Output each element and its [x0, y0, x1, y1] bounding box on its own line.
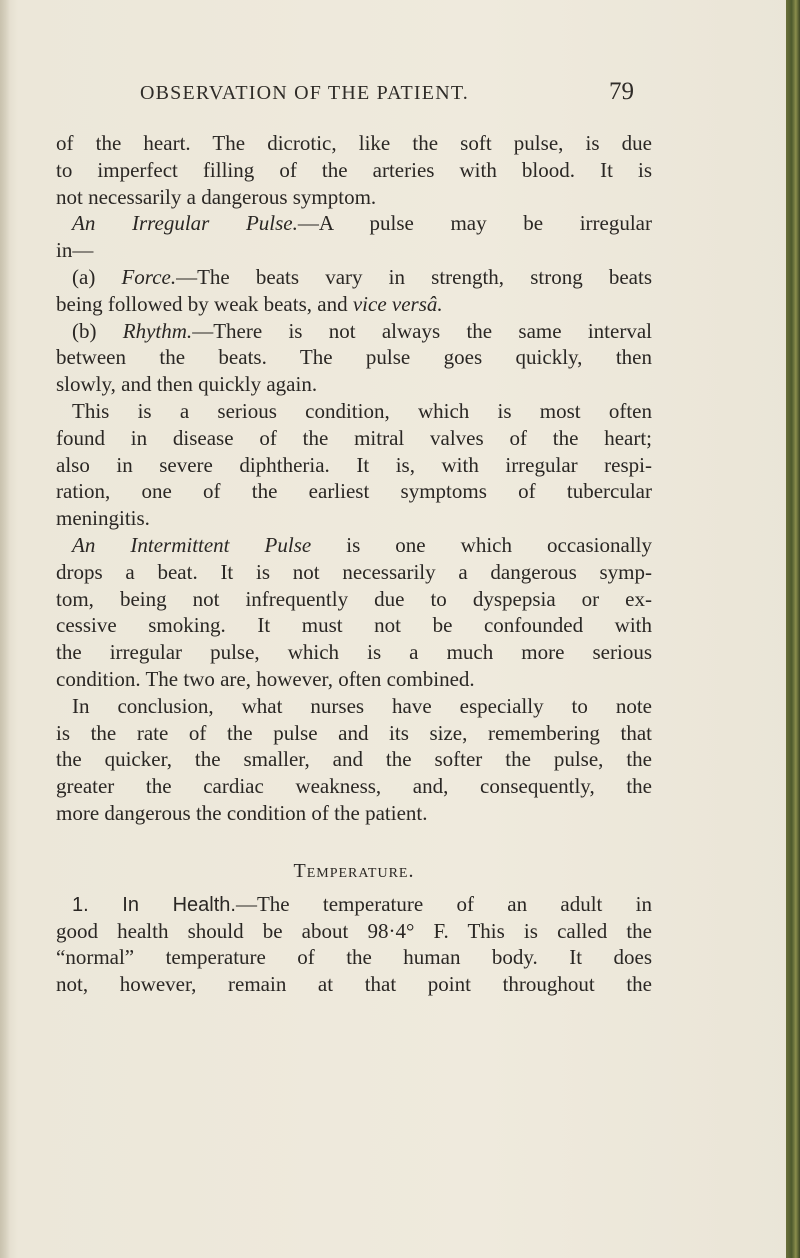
text-line: found in disease of the mitral valves of the heart; [56, 425, 652, 450]
term-irregular-pulse: An Irregular Pulse. [72, 211, 298, 236]
text-line: between the beats. The pulse goes quickly, then [56, 345, 652, 370]
text-line: of the heart. The dicrotic, like the soft pulse, is due [56, 131, 652, 155]
text-line: in— [56, 238, 94, 263]
text-line: the quicker, the smaller, and the softer the pulse, the [56, 747, 652, 772]
text-line: is the rate of the pulse and its size, remembering that [56, 720, 652, 745]
body-text [56, 130, 652, 998]
text-line [56, 210, 652, 237]
text-line: to imperfect filling of the arteries with blood. It is [56, 157, 652, 182]
text-span: —There is not always the same interval [192, 318, 652, 343]
text-line [56, 291, 652, 318]
text-line: In conclusion, what nurses have especially to note [72, 693, 652, 718]
section-heading-text: Temperature. [293, 859, 415, 882]
text-line: good health should be about 98·4° F. This is called the [56, 918, 652, 943]
text-line [56, 264, 652, 291]
text-span: being followed by weak beats, and [56, 291, 353, 316]
text-line: tom, being not infrequently due to dyspepsia or ex- [56, 586, 652, 611]
text-line: meningitis. [56, 506, 150, 531]
text-line: the irregular pulse, which is a much more serious [56, 640, 652, 665]
book-spine-edge [786, 0, 800, 1258]
section-heading [56, 851, 652, 891]
page-number: 79 [609, 78, 634, 105]
text-line [56, 318, 652, 345]
text-span: (b) [72, 318, 123, 343]
text-line: drops a beat. It is not necessarily a dangerous symp- [56, 559, 652, 584]
term-vice-versa: vice versâ. [352, 291, 443, 316]
text-line: more dangerous the condition of the patient. [56, 800, 428, 825]
text-line: not, however, remain at that point throughout the [56, 972, 652, 997]
term-intermittent-pulse: An Intermittent Pulse [72, 532, 312, 557]
running-head: OBSERVATION OF THE PATIENT. [140, 82, 469, 104]
text-line: also in severe diphtheria. It is, with irregular respi- [56, 452, 652, 477]
text-span: (a) [72, 264, 122, 289]
text-span: —The temperature of an adult in [235, 891, 653, 916]
text-line [56, 532, 652, 559]
page-gutter-shadow [0, 0, 10, 1258]
text-span: —The beats vary in strength, strong beats [176, 264, 653, 289]
text-line: This is a serious condition, which is most often [72, 398, 652, 423]
text-line: condition. The two are, however, often combined. [56, 666, 475, 691]
text-line: greater the cardiac weakness, and, consequently, the [56, 774, 652, 799]
text-line: “normal” temperature of the human body. It does [56, 945, 652, 970]
term-rhythm: Rhythm. [122, 318, 193, 343]
text-line: not necessarily a dangerous symptom. [56, 184, 377, 209]
text-line: ration, one of the earliest symptoms of tubercular [56, 479, 652, 504]
text-span: —A pulse may be irregular [297, 211, 652, 236]
term-force: Force. [121, 264, 177, 289]
text-line: cessive smoking. It must not be confounded with [56, 613, 652, 638]
subsection-lead: 1. In Health. [72, 893, 236, 916]
text-line: slowly, and then quickly again. [56, 372, 318, 397]
text-line [56, 891, 652, 918]
text-span: is one which occasionally [311, 532, 652, 557]
